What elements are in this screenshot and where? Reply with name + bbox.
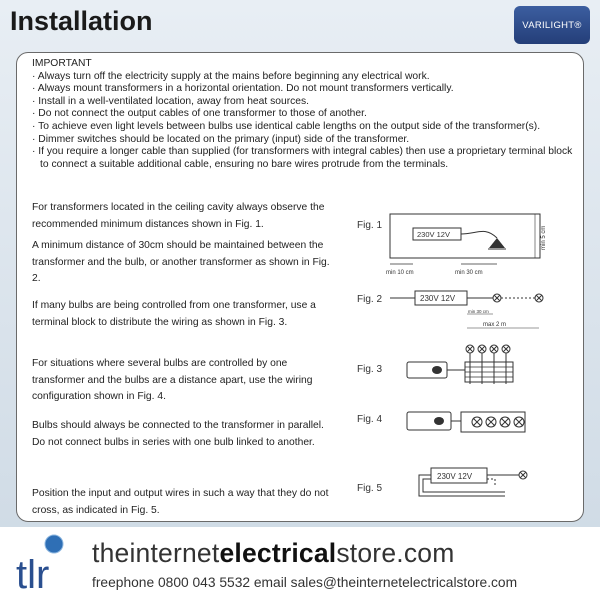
paragraph-fig5: Position the input and output wires in such a way that they do not cross, as indicated in Fig. 5. [32,488,329,516]
fig5-label: Fig. 5 [357,483,383,494]
site-suffix: store.com [336,538,455,568]
important-item: · Install in a well-ventilated location, away from heat sources. [32,96,577,109]
fig2-transformer-text: 230V 12V [420,294,456,303]
fig4-diagram [385,404,560,444]
important-item: · Always turn off the electricity supply at the mains before beginning any electrical work. [32,71,577,84]
paragraph-fig2: A minimum distance of 30cm should be maintained between the transformer and the bulb, or another transformer as shown in Fig. 2. [32,240,330,284]
paragraph-fig1: For transformers located in the ceiling cavity always observe the recommended minimum distances shown in Fig. 1. [32,202,325,230]
paragraph-parallel: Bulbs should always be connected to the transformer in parallel. Do not connect bulbs in series with one bulb linked to another. [32,420,324,448]
logo-text: tlr [16,553,50,594]
fig2-label: Fig. 2 [357,294,383,305]
site-prefix: theinternet [92,538,220,568]
website-name [92,538,455,569]
paragraph-fig3: If many bulbs are being controlled from one transformer, use a terminal block to distribute the wiring as shown in Fig. 3. [32,300,316,328]
important-item: · Do not connect the output cables of one transformer to those of another. [32,108,577,121]
fig3-label: Fig. 3 [357,364,383,375]
important-item: · Always mount transformers in a horizontal orientation. Do not mount transformers vertically. [32,83,577,96]
contact-line: freephone 0800 043 5532 email sales@theinternetelectricalstore.com [92,575,518,590]
important-item: · Dimmer switches should be located on the primary (input) side of the transformer. [32,134,577,147]
fig1-transformer-text: 230V 12V [417,230,450,239]
fig1-diagram [385,208,560,278]
fig1-label: Fig. 1 [357,220,383,231]
important-item: · To achieve even light levels between bulbs use identical cable lengths on the output side of the transformer(s). [32,121,577,134]
fig1-dim-mid: min 30 cm [455,270,483,276]
fig1-dim-left: min 10 cm [386,270,414,276]
fig3-diagram [385,340,560,392]
fig5-diagram [385,462,560,510]
paragraph-fig4: For situations where several bulbs are controlled by one transformer and the bulbs are a distance apart, use the wiring configuration shown in Fig. 4. [32,358,313,402]
fig1-dim-right: min 5 cm [541,225,547,250]
important-item: · If you require a longer cable than supplied (for transformers with integral cables) then use a proprietary terminal block to connect a suitable additional cable, ensuring no bare wires protrude from the terminals. [32,146,577,171]
varilight-logo [514,6,590,44]
tir-logo [14,532,76,594]
fig2-dim-min: min 30 cm [468,309,489,314]
important-notes [32,58,577,171]
important-heading: IMPORTANT [32,58,92,69]
fig4-label: Fig. 4 [357,414,383,425]
brand-text: VARILIGHT® [522,19,582,31]
fig2-diagram [385,286,560,336]
page-title: Installation [10,6,153,36]
fig5-transformer-text: 230V 12V [437,472,473,481]
site-bold: electrical [219,538,337,568]
fig2-dim-max: max 2 m [483,322,507,328]
